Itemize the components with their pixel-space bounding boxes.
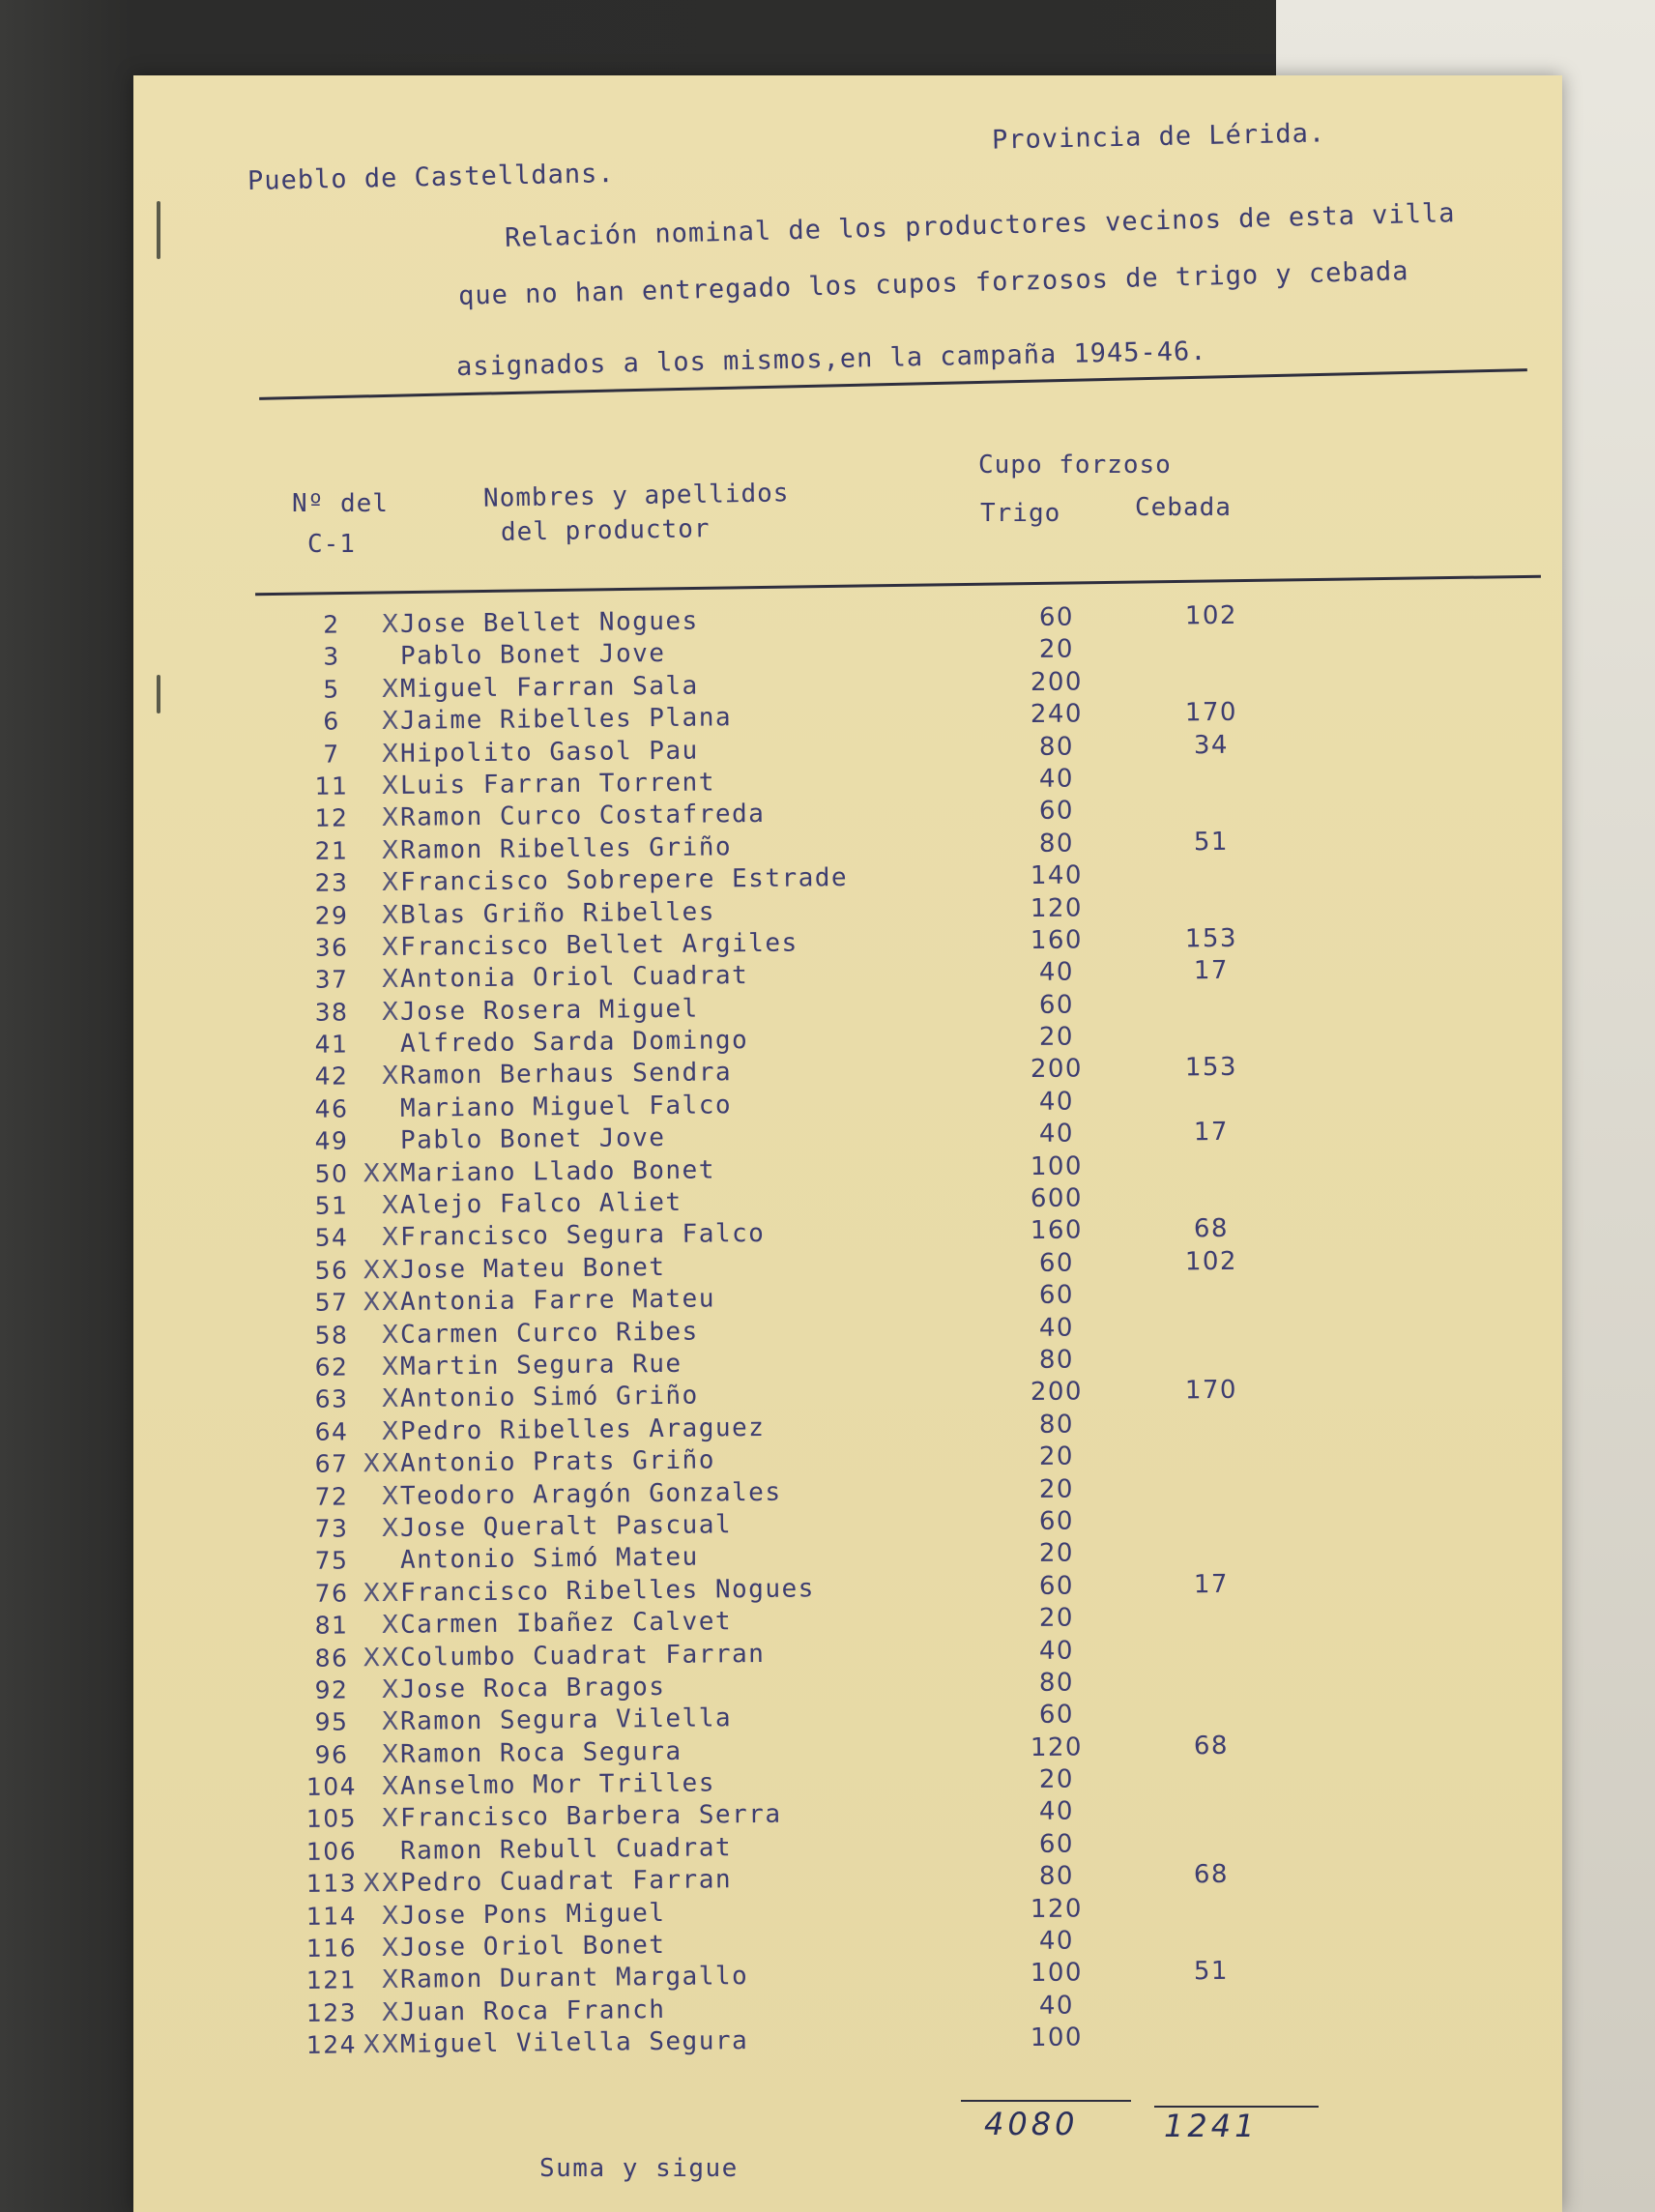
trigo-quota: 160 (1030, 1215, 1084, 1246)
col-name-label-1: Nombres y apellidos (482, 479, 790, 513)
trigo-quota: 80 (1038, 829, 1075, 859)
cebada-quota (1158, 2022, 1264, 2023)
row-number: 63 (314, 1384, 349, 1414)
check-mark: X (381, 1416, 401, 1446)
producer-name: Francisco Bellet Argiles (399, 928, 798, 962)
trigo-quota: 20 (1038, 1764, 1075, 1794)
cebada-quota (1158, 1021, 1264, 1022)
check-mark: X (381, 1901, 401, 1931)
trigo-quota: 20 (1038, 1603, 1075, 1634)
row-number: 29 (314, 900, 349, 930)
document-page (133, 75, 1562, 2212)
row-number: 37 (314, 965, 349, 995)
row-number: 51 (314, 1191, 349, 1220)
row-number: 92 (314, 1675, 349, 1704)
row-number: 95 (314, 1707, 349, 1737)
producer-name: Antonio Simó Mateu (399, 1542, 699, 1576)
cebada-quota (1158, 1827, 1264, 1828)
check-mark: X (381, 835, 401, 865)
producer-name: Ramon Berhaus Sendra (399, 1058, 733, 1091)
check-mark: X (381, 1997, 401, 2027)
check-mark: XX (363, 1643, 401, 1673)
cebada-quota (1158, 1925, 1264, 1926)
row-number: 96 (314, 1740, 349, 1769)
cebada-quota (1158, 1666, 1264, 1667)
check-mark: XX (363, 1255, 401, 1286)
check-mark: X (381, 1739, 401, 1769)
row-number: 72 (314, 1481, 349, 1511)
check-mark: X (381, 1707, 401, 1737)
check-mark: XX (363, 1288, 401, 1318)
trigo-quota: 40 (1038, 1926, 1075, 1956)
cebada-quota: 68 (1193, 1860, 1230, 1890)
intro-line-2: que no han entregado los cupos forzosos de trigo y cebada (457, 256, 1409, 311)
cebada-quota: 68 (1193, 1214, 1230, 1244)
row-number: 5 (323, 675, 340, 704)
row-number: 7 (323, 740, 340, 769)
row-number: 62 (314, 1353, 349, 1382)
trigo-quota: 60 (1038, 796, 1075, 827)
cebada-quota (1158, 1763, 1264, 1764)
cebada-quota: 170 (1184, 697, 1238, 728)
cebada-quota (1158, 762, 1264, 763)
check-mark: X (381, 707, 401, 737)
check-mark: X (381, 1804, 401, 1834)
producer-name: Ramon Durant Margallo (399, 1962, 749, 1995)
producer-name: Mariano Llado Bonet (399, 1155, 716, 1188)
producer-name: Miguel Vilella Segura (399, 2026, 749, 2060)
producer-name: Hipolito Gasol Pau (399, 736, 699, 769)
producer-name: Antonia Oriol Cuadrat (399, 961, 749, 995)
producer-name: Mariano Miguel Falco (399, 1091, 733, 1123)
trigo-quota: 80 (1038, 1861, 1075, 1892)
producer-name: Pedro Cuadrat Farran (399, 1865, 733, 1899)
cebada-quota: 17 (1193, 1118, 1230, 1148)
cebada-quota: 170 (1184, 1376, 1238, 1406)
producer-name: Antonio Prats Griño (399, 1445, 716, 1479)
header-bottom-rule (255, 575, 1541, 597)
check-mark: X (381, 739, 401, 769)
check-mark: X (381, 771, 401, 801)
producer-name: Ramon Roca Segura (399, 1736, 682, 1769)
header-top-rule (259, 368, 1527, 400)
trigo-quota: 80 (1038, 1345, 1075, 1375)
producer-name: Jose Bellet Nogues (399, 606, 699, 639)
trigo-quota: 60 (1038, 1571, 1075, 1601)
producer-name: Jose Roca Bragos (399, 1672, 666, 1704)
row-number: 46 (314, 1094, 349, 1123)
row-number: 121 (305, 1965, 358, 1995)
cebada-quota: 51 (1193, 1957, 1230, 1987)
col-num-label-1: Nº del (292, 489, 389, 518)
producer-name: Alejo Falco Aliet (399, 1187, 682, 1220)
producer-name: Columbo Cuadrat Farran (399, 1639, 766, 1673)
suma-y-sigue: Suma y sigue (539, 2154, 739, 2183)
trigo-quota: 160 (1030, 925, 1084, 955)
cebada-quota: 68 (1193, 1731, 1230, 1761)
trigo-quota: 40 (1038, 1087, 1075, 1117)
trigo-quota: 20 (1038, 1474, 1075, 1504)
producer-name: Ramon Ribelles Griño (399, 831, 733, 865)
check-mark: X (381, 867, 401, 898)
producer-name: Jose Rosera Miguel (399, 994, 699, 1027)
cebada-quota (1158, 1279, 1264, 1280)
row-number: 58 (314, 1321, 349, 1350)
row-number: 105 (305, 1804, 358, 1834)
row-number: 76 (314, 1579, 349, 1608)
check-mark: X (381, 1610, 401, 1641)
cebada-quota (1158, 1085, 1264, 1086)
row-number: 12 (314, 803, 349, 833)
row-number: 123 (305, 1998, 358, 2027)
check-mark: XX (363, 1578, 401, 1608)
producer-name: Antonio Simó Griño (399, 1381, 699, 1414)
row-number: 42 (314, 1062, 349, 1091)
row-number: 86 (314, 1643, 349, 1673)
check-mark: XX (363, 1449, 401, 1479)
cebada-quota: 102 (1184, 600, 1238, 631)
trigo-quota: 200 (1030, 667, 1084, 697)
row-number: 106 (305, 1837, 358, 1866)
producer-name: Miguel Farran Sala (399, 671, 699, 704)
cebada-quota (1158, 1602, 1264, 1603)
cebada-quota: 102 (1184, 1246, 1238, 1277)
trigo-quota: 240 (1030, 699, 1084, 730)
trigo-quota: 100 (1030, 2023, 1084, 2053)
row-number: 54 (314, 1223, 349, 1253)
trigo-quota: 20 (1038, 1441, 1075, 1472)
row-number: 67 (314, 1449, 349, 1478)
row-number: 114 (305, 1901, 358, 1931)
check-mark: X (381, 932, 401, 962)
trigo-quota: 600 (1030, 1183, 1084, 1214)
row-number: 116 (305, 1934, 358, 1963)
row-number: 49 (314, 1126, 349, 1156)
trigo-quota: 40 (1038, 1313, 1075, 1343)
col-cebada-label: Cebada (1135, 493, 1232, 522)
producer-name: Francisco Ribelles Nogues (399, 1574, 815, 1608)
row-number: 56 (314, 1256, 349, 1285)
check-mark: X (381, 1481, 401, 1511)
trigo-quota: 200 (1030, 1054, 1084, 1085)
trigo-quota: 80 (1038, 1668, 1075, 1698)
row-number: 104 (305, 1772, 358, 1801)
trigo-quota: 100 (1030, 1151, 1084, 1181)
cebada-quota (1158, 1795, 1264, 1796)
producer-name: Ramon Curco Costafreda (399, 800, 766, 833)
cebada-quota (1158, 633, 1264, 634)
cebada-quota: 17 (1193, 956, 1230, 986)
trigo-quota: 140 (1030, 860, 1084, 891)
cebada-quota (1158, 1343, 1264, 1344)
producer-name: Ramon Rebull Cuadrat (399, 1833, 733, 1866)
trigo-quota: 80 (1038, 732, 1075, 762)
producer-name: Antonia Farre Mateu (399, 1284, 716, 1318)
check-mark: X (381, 1674, 401, 1704)
cebada-quota: 153 (1184, 1053, 1238, 1083)
row-number: 50 (314, 1159, 349, 1188)
trigo-quota: 60 (1038, 1506, 1075, 1536)
cebada-quota (1158, 1537, 1264, 1538)
check-mark: X (381, 965, 401, 995)
cebada-quota: 153 (1184, 923, 1238, 954)
check-mark: X (381, 674, 401, 704)
producer-name: Pablo Bonet Jove (399, 639, 666, 672)
trigo-quota: 80 (1038, 1410, 1075, 1440)
producer-name: Francisco Segura Falco (399, 1219, 766, 1253)
row-number: 64 (314, 1417, 349, 1446)
trigo-quota: 60 (1038, 1280, 1075, 1311)
producer-name: Jose Mateu Bonet (399, 1252, 666, 1285)
check-mark: X (381, 1771, 401, 1802)
producer-table (133, 600, 1562, 2060)
row-number: 23 (314, 868, 349, 897)
producer-name: Jaime Ribelles Plana (399, 703, 733, 737)
town-name: Pueblo de Castelldans. (247, 159, 615, 196)
col-num-label-2: C-1 (307, 530, 356, 559)
trigo-quota: 100 (1030, 1958, 1084, 1989)
trigo-quota: 60 (1038, 990, 1075, 1020)
trigo-quota: 60 (1038, 1829, 1075, 1859)
trigo-quota: 20 (1038, 1022, 1075, 1053)
intro-line-3: asignados a los mismos,en la campaña 1945-46. (455, 335, 1207, 383)
producer-name: Alfredo Sarda Domingo (399, 1026, 749, 1059)
cebada-quota (1158, 859, 1264, 860)
trigo-total-rule (961, 2100, 1131, 2102)
trigo-quota: 40 (1038, 1991, 1075, 2021)
check-mark: X (381, 900, 401, 930)
trigo-quota: 40 (1038, 1797, 1075, 1827)
producer-name: Martin Segura Rue (399, 1349, 682, 1382)
trigo-quota: 60 (1038, 1248, 1075, 1278)
producer-name: Teodoro Aragón Gonzales (399, 1477, 782, 1511)
col-cupo-label: Cupo forzoso (978, 451, 1172, 480)
trigo-quota: 120 (1030, 1894, 1084, 1924)
check-mark: X (381, 1965, 401, 1995)
col-trigo-label: Trigo (980, 499, 1061, 528)
trigo-quota: 60 (1038, 1700, 1075, 1731)
row-number: 38 (314, 998, 349, 1027)
cebada-quota (1158, 1182, 1264, 1183)
col-name-label-2: del productor (500, 514, 711, 547)
row-number: 113 (305, 1869, 358, 1899)
check-mark: X (381, 1190, 401, 1221)
check-mark: X (381, 803, 401, 833)
check-mark: X (381, 1352, 401, 1382)
trigo-quota: 120 (1030, 892, 1084, 923)
producer-name: Carmen Curco Ribes (399, 1317, 699, 1350)
producer-name: Francisco Sobrepere Estrade (399, 863, 849, 897)
producer-name: Jose Pons Miguel (399, 1898, 666, 1931)
trigo-quota: 60 (1038, 602, 1075, 632)
row-number: 6 (323, 707, 340, 736)
row-number: 3 (323, 642, 340, 672)
producer-name: Francisco Barbera Serra (399, 1800, 782, 1834)
row-number: 2 (323, 610, 340, 639)
row-number: 57 (314, 1288, 349, 1317)
trigo-quota: 20 (1038, 634, 1075, 665)
trigo-quota: 40 (1038, 957, 1075, 988)
cebada-quota (1158, 1504, 1264, 1505)
producer-name: Luis Farran Torrent (399, 768, 716, 800)
check-mark: XX (363, 1158, 401, 1188)
check-mark: X (381, 1223, 401, 1253)
producer-name: Carmen Ibañez Calvet (399, 1607, 733, 1640)
row-number: 81 (314, 1611, 349, 1640)
check-mark: XX (363, 2030, 401, 2060)
cebada-quota: 17 (1193, 1569, 1230, 1599)
row-number: 11 (314, 771, 349, 800)
producer-name: Jose Queralt Pascual (399, 1510, 733, 1543)
check-mark: X (381, 1062, 401, 1091)
row-number: 41 (314, 1030, 349, 1059)
province-name: Provincia de Lérida. (991, 118, 1326, 156)
total-trigo: 4080 (984, 2106, 1079, 2142)
trigo-quota: 40 (1038, 764, 1075, 794)
row-number: 36 (314, 933, 349, 962)
row-number: 73 (314, 1514, 349, 1543)
producer-name: Juan Roca Franch (399, 1994, 666, 2027)
check-mark: X (381, 1513, 401, 1543)
check-mark: X (381, 997, 401, 1027)
trigo-quota: 120 (1030, 1732, 1084, 1762)
producer-name: Pablo Bonet Jove (399, 1123, 666, 1156)
intro-line-1: Relación nominal de los productores vecinos de esta villa (504, 198, 1456, 253)
trigo-quota: 200 (1030, 1377, 1084, 1408)
trigo-quota: 40 (1038, 1636, 1075, 1666)
row-number: 124 (305, 2030, 358, 2060)
check-mark: X (381, 1320, 401, 1350)
producer-name: Pedro Ribelles Araguez (399, 1412, 766, 1446)
producer-name: Blas Griño Ribelles (399, 896, 716, 930)
punch-mark (157, 201, 160, 259)
trigo-quota: 40 (1038, 1119, 1075, 1150)
row-number: 21 (314, 836, 349, 865)
cebada-quota (1158, 1699, 1264, 1700)
row-number: 75 (314, 1546, 349, 1576)
cebada-quota: 34 (1193, 730, 1230, 760)
cebada-quota: 51 (1193, 827, 1230, 857)
producer-name: Anselmo Mor Trilles (399, 1768, 716, 1801)
check-mark: X (381, 609, 401, 640)
check-mark: X (381, 1384, 401, 1414)
producer-name: Ramon Segura Vilella (399, 1703, 733, 1737)
cebada-quota (1158, 795, 1264, 796)
total-cebada: 1241 (1164, 2108, 1259, 2144)
producer-name: Jose Oriol Bonet (399, 1930, 666, 1963)
trigo-quota: 20 (1038, 1538, 1075, 1569)
check-mark: X (381, 1933, 401, 1964)
check-mark: XX (363, 1869, 401, 1899)
